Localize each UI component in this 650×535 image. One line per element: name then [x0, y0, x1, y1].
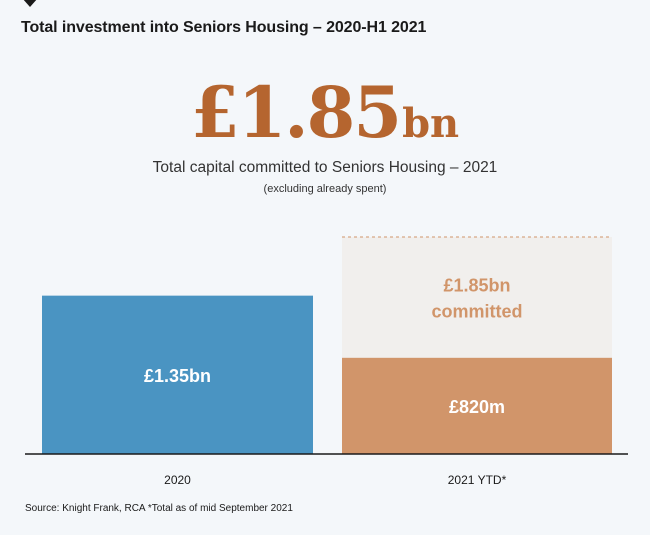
x-tick-label: 2020	[164, 473, 191, 487]
bar-value-label: £1.35bn	[143, 365, 212, 386]
source-note: Source: Knight Frank, RCA *Total as of mid September 2021	[25, 503, 293, 514]
headline-value: £1.85	[190, 71, 401, 154]
committed-label: committed	[431, 301, 523, 322]
headline-unit: bn	[402, 100, 460, 147]
headline-note: (excluding already spent)	[263, 183, 387, 195]
bar-value-label: £820m	[448, 396, 506, 417]
headline-subtitle: Total capital committed to Seniors Housing – 2021	[152, 159, 498, 176]
x-tick-label: 2021 YTD*	[447, 473, 507, 487]
chart-title: Total investment into Seniors Housing – 2020-H1 2021	[21, 19, 427, 36]
committed-label: £1.85bn	[443, 275, 511, 296]
